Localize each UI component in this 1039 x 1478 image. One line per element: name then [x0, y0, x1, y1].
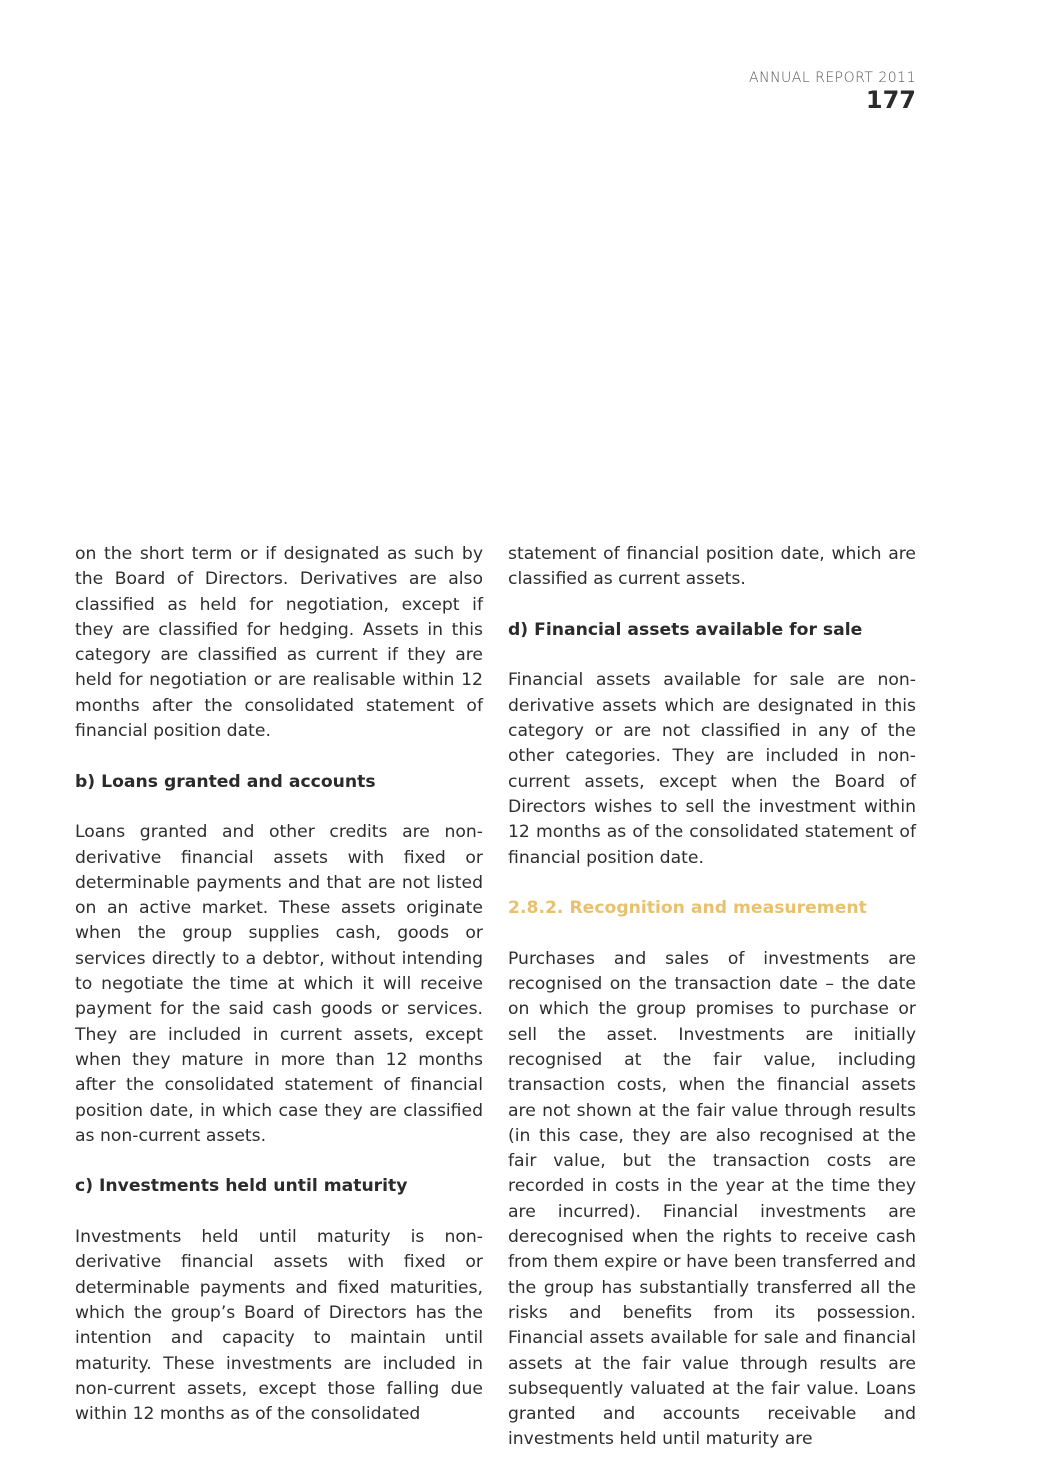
report-title: ANNUAL REPORT 2011	[749, 70, 916, 86]
subheading-loans-granted: b) Loans granted and accounts	[75, 771, 376, 792]
right-column	[508, 542, 916, 1478]
page-number: 177	[865, 86, 916, 114]
paragraph: Investments held until maturity is non-derivative financial assets with fixed or determinable payments and fixed maturities, which the group’s Board of Directors has the intention and capacity to maintain until maturity. These investments are included in non-current assets, except those falling due within 12 months as of the consolidated	[75, 1227, 483, 1425]
paragraph: on the short term or if designated as such by the Board of Directors. Derivatives are also classified as held for negotiation, except if they are classified for hedging. Assets in this category are classified as current if they are held for negotiation or are realisable within 12 months after the consolidated statement of financial position date.	[75, 544, 483, 742]
section-heading-recognition: 2.8.2. Recognition and measurement	[508, 898, 867, 919]
paragraph: Loans granted and other credits are non-derivative financial assets with fixed or determinable payments and that are not listed on an active market. These assets originate when the group supplies cash, goods or services directly to a debtor, without intending to negotiate the time at which it will receive payment for the said cash goods or services. They are included in current assets, except when they mature in more than 12 months after the consolidated statement of financial position date, in which case they are classified as non-current assets.	[75, 822, 483, 1146]
left-column	[75, 542, 483, 1453]
subheading-investments-held: c) Investments held until maturity	[75, 1176, 408, 1197]
paragraph: Financial assets available for sale are non-derivative assets which are designated in this category or are not classified in any of the other categories. They are included in non-current assets, except when the Board of Directors wishes to sell the investment within 12 months as of the consolidated statement of financial position date.	[508, 670, 916, 868]
subheading-available-for-sale: d) Financial assets available for sale	[508, 619, 863, 640]
page-header	[749, 70, 916, 114]
paragraph: statement of financial position date, which are classified as current assets.	[508, 544, 916, 590]
paragraph: Purchases and sales of investments are recognised on the transaction date – the date on which the group promises to purchase or sell the asset. Investments are initially recognised at the fair value, including transaction costs, when the financial assets are not shown at the fair value through results (in this case, they are also recognised at the fair value, but the transaction costs are recorded in costs in the year at the time they are incurred). Financial investments are derecognised when the rights to receive cash from them expire or have been transferred and the group has substantially transferred all the risks and benefits from its possession. Financial assets available for sale and financial assets at the fair value through results are subsequently valuated at the fair value. Loans granted and accounts receivable and investments held until maturity are	[508, 948, 916, 1450]
